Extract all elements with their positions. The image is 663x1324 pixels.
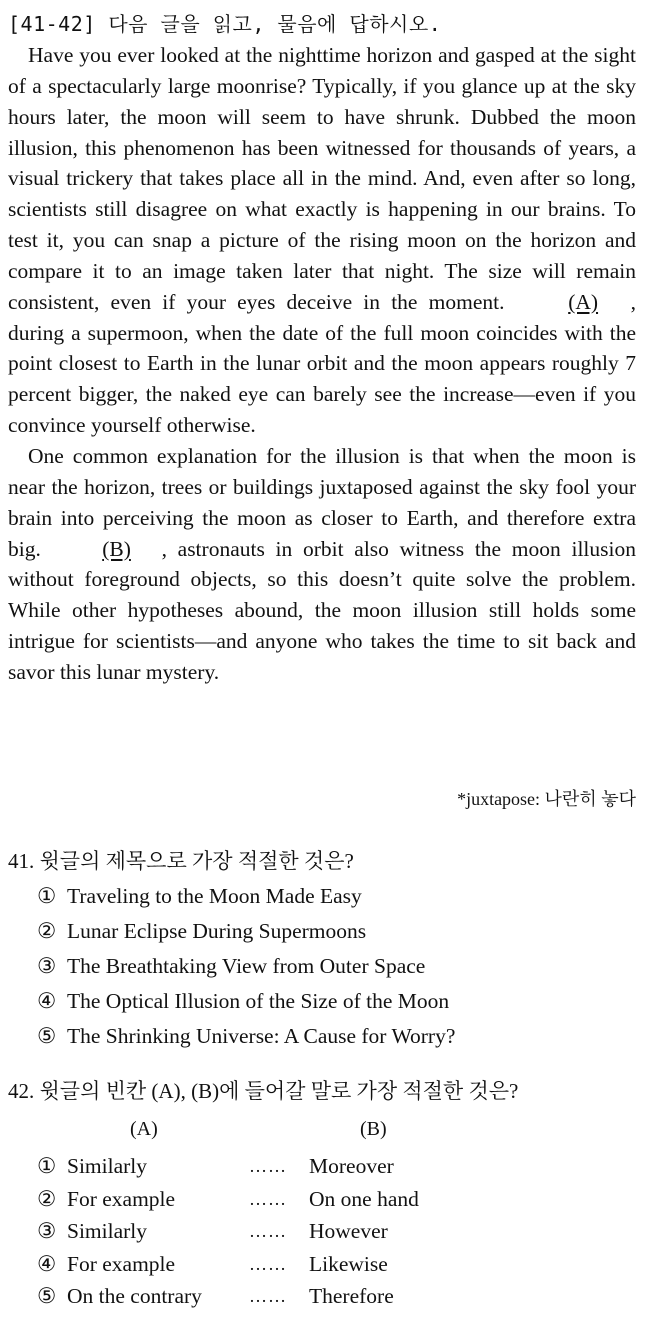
option-number: ① (37, 1154, 57, 1178)
question-42-stem: 42. 윗글의 빈칸 (A), (B)에 들어갈 말로 가장 적절한 것은? (8, 1079, 519, 1103)
option-number: ① (37, 884, 57, 908)
option-text: Lunar Eclipse During Supermoons (67, 919, 367, 943)
option-a-text (37, 1248, 175, 1281)
option-b-text: However (309, 1219, 388, 1244)
reading-passage (8, 40, 636, 688)
option-a-value: For example (67, 1186, 176, 1211)
option-b-text: Moreover (309, 1154, 394, 1178)
option-a-value: On the contrary (67, 1284, 202, 1309)
passage-text: One common explanation for the illusion is that when the moon is near the horizon, trees or buildings juxtaposed against the sky fool your brain into perceiving the moon as closer to Earth, and therefore extra big. (8, 443, 636, 561)
option-text: The Breathtaking View from Outer Space (67, 954, 426, 978)
option-number: ③ (37, 1219, 57, 1244)
option-separator: …… (249, 1286, 287, 1307)
column-header-b: (B) (360, 1118, 387, 1140)
option-number: ② (37, 919, 57, 943)
option-separator: …… (249, 1253, 287, 1274)
option-separator: …… (249, 1221, 287, 1242)
option-b-text: Therefore (309, 1284, 394, 1309)
option-a-value: Similarly (67, 1219, 148, 1244)
question-41-options (37, 879, 455, 1054)
passage-text: , astronauts in orbit also witness the moon illusion without foreground objects, so this doesn’t quite solve the problem. While other hypotheses abound, the moon illusion still holds some intrigue for scientists—and anyone who takes the time to sit back and savor this lunar mystery. (8, 536, 636, 684)
option-text: Traveling to the Moon Made Easy (67, 884, 362, 908)
option-a-value: For example (67, 1251, 176, 1276)
option-number: ④ (37, 989, 57, 1013)
option-b-text: On one hand (309, 1186, 419, 1211)
passage-paragraph-2 (8, 441, 636, 688)
question-41-stem: 41. 윗글의 제목으로 가장 적절한 것은? (8, 849, 354, 873)
answer-option[interactable] (37, 914, 455, 949)
passage-paragraph-1 (8, 40, 636, 441)
blank-a: (A) (568, 289, 599, 314)
option-a-text (37, 1280, 202, 1313)
option-text: The Optical Illusion of the Size of the Moon (67, 989, 450, 1013)
passage-text: Have you ever looked at the nighttime horizon and gasped at the sight of a spectacularly large moonrise? Typically, if you glance up at the sky hours later, the moon will seem to have shrunk. Dubbed the moon illusion, this phenomenon has been witnessed for thousands of years, a visual trickery that takes place all in the mind. And, even after so long, scientists still disagree on what exactly is happening in our brains. To test it, you can snap a picture of the rising moon on the horizon and compare it to an image taken later that night. The size will remain consistent, even if your eyes deceive in the moment. (8, 43, 636, 314)
passage-text: , during a supermoon, when the date of the full moon coincides with the point closest to Earth in the lunar orbit and the moon appears roughly 7 percent bigger, the naked eye can barely see the increase—even if you convince yourself otherwise. (8, 289, 636, 438)
option-b-text: Likewise (309, 1251, 388, 1276)
option-text: The Shrinking Universe: A Cause for Worry? (67, 1024, 456, 1048)
option-number: ⑤ (37, 1024, 57, 1048)
option-number: ④ (37, 1251, 57, 1276)
option-a-value: Similarly (67, 1154, 148, 1178)
answer-option[interactable] (37, 1019, 455, 1054)
column-header-a: (A) (130, 1118, 158, 1140)
option-a-text (37, 1215, 147, 1248)
blank-b: (B) (102, 536, 131, 561)
footnote: *juxtapose: 나란히 놓다 (457, 789, 636, 809)
answer-option[interactable] (37, 949, 455, 984)
answer-option[interactable] (37, 984, 455, 1019)
option-a-text (37, 1150, 147, 1183)
section-header: [41-42] 다음 글을 읽고, 물음에 답하시오. (8, 12, 442, 36)
option-number: ⑤ (37, 1284, 57, 1309)
option-separator: …… (249, 1156, 287, 1176)
option-a-text (37, 1183, 175, 1216)
option-separator: …… (249, 1188, 287, 1209)
option-number: ② (37, 1186, 57, 1211)
answer-option[interactable] (37, 879, 455, 914)
option-number: ③ (37, 954, 57, 978)
